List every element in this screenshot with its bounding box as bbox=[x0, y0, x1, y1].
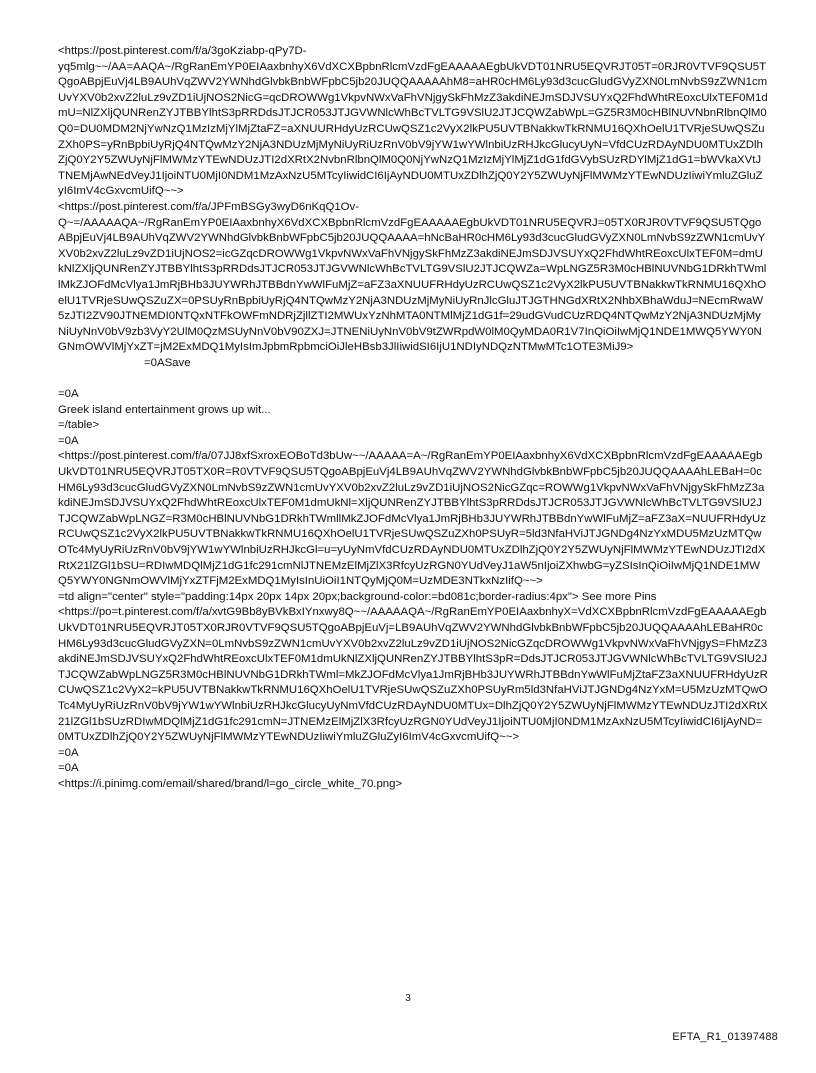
page-number: 3 bbox=[405, 993, 411, 1004]
link-1-body[interactable]: yq5mlg~~/AA=AAQA~/RgRanEmYP0EIAaxbnhyX6VdXCXBpbnRlcmVzdFgEAAAAAEgbUkVDT01NRU5EQVRJT05T=0RJR0VTVF9QSU5TQgoABpjEuVj4LB9AUhVqZWV2YWNhdGlvbkBnbWFpbC5jb20JUQQAAAAAhM8=aHR0cHM6Ly93d3cucGludGVyZXN0LmNvbS9zZWN1cmUvYXV0b2xvZ2luLz9vZD1iUjNOS2NicG=qcDROWWg1VkpvNWxVaFhVNjgySkFhMzZ3akdiNEJmSDJVSUYxQ2FhdWhtREoxcUlxTEF0M1dmU=NlZXljQUNRenZYJTBBYlhtS3pRRDdsJTJCR053JTJGVWNlcWhBcTVLTG9VSlU2JTJCQWZabWpL=GZ5R3M0cHBlNUVNbnRlbnQlM0Q0=DU0MDM2NjYwNzQ1MzIzMjYlMjZtaFZ=aXNUURHdyUzRCUwQSZ1c2VyX2lkPU5UVTBNakkwTkRNMU16QXhOelU1TVRjeSUwQSZuZXh0PS=yRnBpbiUyRjQ4NTQwMzY2NjA3NDUzMjMyNiUyRiUzRnV0bV9jYW1wYWlnbiUzRHJkcGlucyUyN=VfdCUzRDAyNDU0MTUxZDlhZjQ0Y2Y5ZWUyNjFlMWMzYTEwNDUzJTI2dXRtX2NvbnRlbnQlM0Q0NjYwNzQ1MzIzMjYlMjZ1dG1fdGVybSUzRDYlMjZ1dG1=bWVkaXVtJTNEMjAwNEdVeyJ1IjoiNTU0MjI0NDM1MzAxNzU5MTcyIiwidCI6IjAyNDU0MTUxZDlhZjQ0Y2Y5ZWUyNjFlMWMzYTEwNDUzIiwiYmluZGluZyI6ImV4cGxvcmUifQ~~> bbox=[58, 60, 768, 198]
document-id-footer: EFTA_R1_01397488 bbox=[672, 1031, 778, 1043]
table-close-text: =/table> bbox=[58, 419, 100, 432]
blank-line bbox=[58, 371, 768, 387]
td-markup-text: =td align="center" style="padding:14px 20px 14px 20px;background-color:=bd081c;border-radius:4px"> See more Pins bbox=[58, 590, 657, 603]
link-1-open[interactable]: <https://post.pinterest.com/f/a/3goKziabp-qPy7D- bbox=[58, 45, 307, 57]
link-2-body[interactable]: Q~=/AAAAAQA~/RgRanEmYP0EIAaxbnhyX6VdXCXBpbnRlcmVzdFgEAAAAAEgbUkVDT01NRU5EQVRJ=05TX0RJR0VTVF9QSU5TQgoABpjEuVj4LB9AUhVqZWV2YWNhdGlvbkBnbWFpbC5jb20JUQQAAAA=hNcBaHR0cHM6Ly93d3cucGludGVyZXN0LmNvbS9zZWN1cmUvYXV0b2xvZ2luLz9vZD1iUjNOS2=icGZqcDROWWg1VkpvNWxVaFhVNjgySkFhMzZ3akdiNEJmSDJVSUYxQ2FhdWhtREoxcUlxTEF0M=dmUkNlZXljQUNRenZYJTBBYlhtS3pRRDdsJTJCR053JTJGVWNlcWhBcTVLTG9VSlU2JTJCQWZa=WpLNGZ5R3M0cHBlNUVNbG1DRkhTWmllMkZJOFdMcVlya1JmRjBHb3JUYWRhJTBBdnYwWlFuMjZ=aFZ3aXNUUFRHdyUzRCUwQSZ1c2VyX2lkPU5UVTBNakkwTkRNMU16QXhOelU1TVRjeSUwQSZuZX=0PSUyRnBpbiUyRjQ4NTQwMzY2NjA3NDUzMjMyNiUyRnJlcGluJTJGTHNGdXRtX2NhbXBhaWduJ=NEcmRwaW5zJTI2ZV90JTNEMDI0NTQxNTFkOWFmNDRjZjllZTI2MWUxYzNhMTA0NTMlMjZ1dG1f=29udGVudCUzRDQ4NTQwMzY2NjA3NDUzMjMyNiUyNnV0bV9zb3VyY2UlM0QzMSUyNnV0bV90ZXJ=JTNENiUyNnV0bV9tZWRpdW0lM0QyMDA0R1V7InQiOiIwMjQ1NDE1MWQ5YWY0NGNmOWVlMjYxZT=jM2ExMDQ1MyIsImJpbmRpbmciOiJleHBsb3JlIiwidSI6IjU1NDIyNDQzNTMwMTc1OTE3MiJ9> bbox=[58, 216, 767, 354]
save-text: =0ASave bbox=[144, 356, 191, 369]
logo-image-link[interactable]: <https://i.pinimg.com/email/shared/brand/l=go_circle_white_70.png> bbox=[58, 777, 403, 790]
soft-break-line: =0A bbox=[58, 762, 79, 775]
headline-text: Greek island entertainment grows up wit... bbox=[58, 403, 271, 416]
soft-break-line: =0A bbox=[58, 434, 79, 447]
soft-break-line: =0A bbox=[58, 388, 79, 401]
soft-break-line: =0A bbox=[58, 746, 79, 759]
link-4[interactable]: <https://po=t.pinterest.com/f/a/xvtG9Bb8yBVkBxIYnxwy8Q~~/AAAAAQA~/RgRanEmYP0EIAaxbnhyX=VdXCXBpbnRlcmVzdFgEAAAAAEgbUkVDT01NRU5EQVRJT05TX0RJR0VTVF9QSU5TQgoABpjEuVj=LB9AUhVqZWV2YWNhdGlvbkBnbWFpbC5jb20JUQQAAAAhLEBaHR0cHM6Ly93d3cucGludGVyZXN=0LmNvbS9zZWN1cmUvYXV0b2xvZ2luLz9vZD1iUjNOS2NicGZqcDROWWg1VkpvNWxVaFhVNjgyS=FhMzZ3akdiNEJmSDJVSUYxQ2FhdWhtREoxcUlxTEF0M1dmUkNlZXljQUNRenZYJTBBYlhtS3pR=DdsJTJCR053JTJGVWNlcWhBcTVLTG9VSlU2JTJCQWZabWpLNGZ5R3M0cHBlNUVNbG1DRkhTWml=MkZJOFdMcVlya1JmRjBHb3JUYWRhJTBBdnYwWlFuMjZtaFZ3aXNUUFRHdyUzRCUwQSZ1c2VyX2=kPU5UVTBNakkwTkRNMU16QXhOelU1TVRjeSUwQSZuZXh0PSUyRm5ld3NfaHViJTJGNDg4NzYxM=U5MzUzMTQwOTc4MyUyRiUzRnV0bV9jYW1wYWlnbiUzRHJkcGlucyUyNmVfdCUzRDAyNDU0MTUx=DlhZjQ0Y2Y5ZWUyNjFlMWMzYTEwNDUzJTI2dXRtX21lZGl1bSUzRDIwMDQlMjZ1dG1fc291cmN=JTNEMzElMjZlX3RfcyUzRGN0YUdVeyJ1IjoiNTU0MjI0NDM1MzAxNzU5MTcyIiwidCI6IjAyND=0MTUxZDlhZjQ0Y2Y5ZWUyNjFlMWMzYTEwNDUzIiwiYmluZGluZyI6ImV4cGxvcmUifQ~~> bbox=[58, 606, 768, 744]
email-source-text bbox=[58, 44, 768, 793]
link-3[interactable]: <https://post.pinterest.com/f/a/07JJ8xfSxroxEOBoTd3bUw~~/AAAAA=A~/RgRanEmYP0EIAaxbnhyX6VdXCXBpbnRlcmVzdFgEAAAAAEgbUkVDT01NRU5EQVRJT05TX0R=R0VTVF9QSU5TQgoABpjEuVj4LB9AUhVqZWV2YWNhdGlvbkBnbWFpbC5jb20JUQQAAAAhLEBaH=0cHM6Ly93d3cucGludGVyZXN0LmNvbS9zZWN1cmUvYXV0b2xvZ2luLz9vZD1iUjNOS2NicGZqc=ROWWg1VkpvNWxVaFhVNjgySkFhMzZ3akdiNEJmSDJVSUYxQ2FhdWhtREoxcUlxTEF0M1dmUkNl=XljQUNRenZYJTBBYlhtS3pRRDdsJTJCR053JTJGVWNlcWhBcTVLTG9VSlU2JTJCQWZabWpLNGZ=R3M0cHBlNUVNbG1DRkhTWmllMkZJOFdMcVlya1JmRjBHb3JUYWRhJTBBdnYwWlFuMjZ=aFZ3aX=NUUFRHdyUzRCUwQSZ1c2VyX2lkPU5UVTBNakkwTkRNMU16QXhOelU1TVRjeSUwQSZuZXh0PSUyR=5ld3NfaHViJTJGNDg4NzYxMDU5MzUzMTQwOTc4MyUyRiUzRnV0bV9jYW1wYWlnbiUzRHJkcGl=u=yUyNmVfdCUzRDAyNDU0MTUxZDlhZjQ0Y2Y5ZWUyNjFlMWMzYTEwNDUzJTI2dXRtX21lZGl1bSU=RDIwMDQlMjZ1dG1fc291cmNlJTNEMzElMjZlX3RfcyUzRGN0YUdVeyJ1aW5nIjoiZXhwbG=yZSIsInQiOiIwMjQ1NDE1MWQ5YWY0NGNmOWVlMjYxZTFjM2ExMDQ1MyIsInUiOiI1NTQyMjQ0M=UzMDE3NTkxNzIifQ~~> bbox=[58, 450, 766, 588]
link-2-open[interactable]: <https://post.pinterest.com/f/a/JPFmBSGy3wyD6nKqQ1Ov- bbox=[58, 200, 360, 213]
